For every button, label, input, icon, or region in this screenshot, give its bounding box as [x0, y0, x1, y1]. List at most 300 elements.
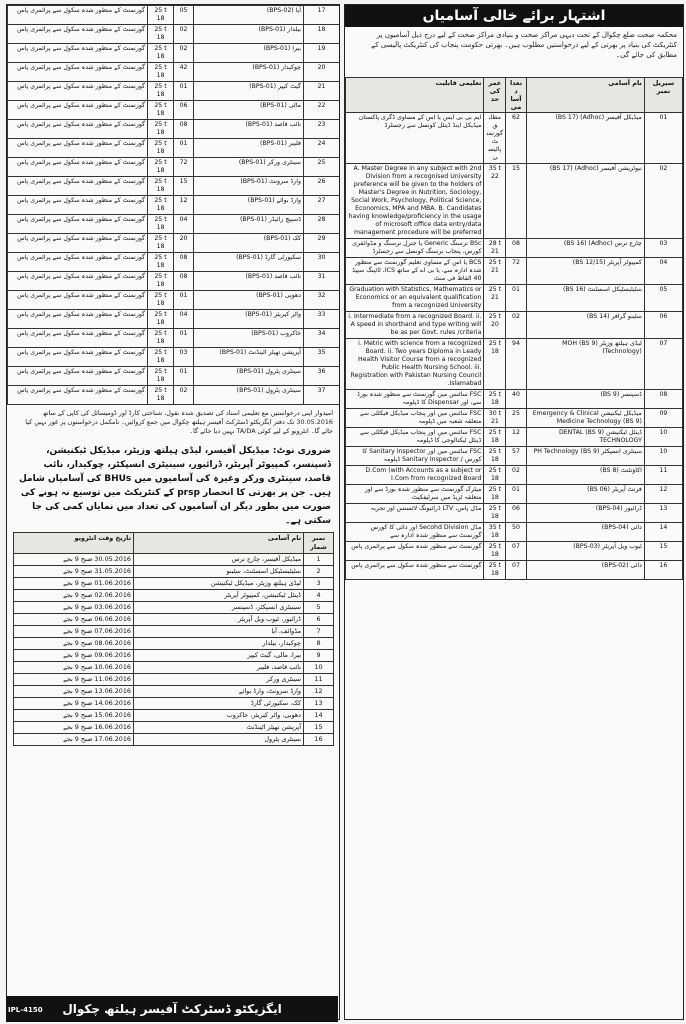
post-count-cell: 50	[506, 523, 526, 542]
age-limit-cell: 25 t 18	[484, 504, 506, 523]
qualification-cell: BSc نرسنگ Generic یا جنرل نرسنگ و مڈوائفری کورس، پنجاب نرسنگ کونسل سے رجسٹرڈ	[346, 239, 484, 258]
post-count-cell: 20	[174, 234, 194, 253]
post-name-cell: دائی (BPS-04)	[526, 523, 644, 542]
post-count-cell: 05	[174, 6, 194, 25]
age-limit-cell: 25 t 18	[484, 428, 506, 447]
interview-date-cell: 10.06.2016 صبح 9 بجے	[14, 662, 134, 674]
age-limit-cell: مطابق گورنمنٹ پالیسی	[484, 113, 506, 164]
age-limit-cell: 35 t 18	[484, 523, 506, 542]
serial-cell: 11	[644, 466, 682, 485]
interview-post-cell: مڈوائف، آیا	[134, 626, 304, 638]
serial-cell: 36	[304, 367, 340, 386]
table-row	[8, 120, 340, 139]
table-row	[346, 561, 683, 580]
interview-row	[14, 722, 334, 734]
post-name-cell: سٹینو گرافر (BS 14)	[526, 312, 644, 339]
table-row	[8, 158, 340, 177]
table-row	[8, 139, 340, 158]
post-count-cell: 01	[506, 485, 526, 504]
interview-date-cell: 09.06.2016 صبح 9 بجے	[14, 650, 134, 662]
post-count-cell: 02	[174, 25, 194, 44]
post-name-cell: آیا (BPS-02)	[194, 6, 304, 25]
qualification-cell: مڈل پاس، LTV ڈرائیونگ لائسنس اور تجربہ	[346, 504, 484, 523]
post-name-cell: نائب قاصد (BPS-01)	[194, 272, 304, 291]
table-row	[8, 329, 340, 348]
table-row	[346, 113, 683, 164]
post-name-cell: واٹر کیریئر (BPS-01)	[194, 310, 304, 329]
interview-row	[14, 674, 334, 686]
serial-cell: 13	[644, 504, 682, 523]
serial-header: سیریل نمبر	[644, 78, 682, 113]
serial-cell: 19	[304, 44, 340, 63]
right-table-body	[346, 113, 683, 580]
qualification-cell: FSC سائنس میں اور پنجاب میڈیکل فیکلٹی سے متعلقہ شعبہ میں ڈپلومہ	[346, 409, 484, 428]
post-count-cell: 06	[506, 504, 526, 523]
interview-date-cell: 14.06.2016 صبح 9 بجے	[14, 698, 134, 710]
post-count-cell: 25	[506, 409, 526, 428]
interview-serial-cell: 14	[304, 710, 334, 722]
interview-serial-cell: 2	[304, 566, 334, 578]
serial-cell: 27	[304, 196, 340, 215]
post-count-cell: 07	[506, 561, 526, 580]
table-row	[8, 367, 340, 386]
post-name-cell: سینٹری پٹرول (BPS-01)	[194, 386, 304, 405]
qualification-cell: گورنمنٹ کے منظور شدہ سکول سے پرائمری پاس	[8, 329, 148, 348]
qualification-cell: گورنمنٹ کے منظور شدہ سکول سے پرائمری پاس	[8, 196, 148, 215]
interview-serial-cell: 10	[304, 662, 334, 674]
age-limit-cell: 25 t 18	[148, 82, 174, 101]
qualification-cell: گورنمنٹ کے منظور شدہ سکول سے پرائمری پاس	[8, 139, 148, 158]
footer-signature: ایگزیکٹو ڈسٹرکٹ آفیسر ہیلتھ چکوال	[6, 996, 338, 1022]
age-limit-cell: 25 t 18	[484, 542, 506, 561]
qualification-cell: گورنمنٹ کے منظور شدہ سکول سے پرائمری پاس	[8, 367, 148, 386]
serial-cell: 09	[644, 409, 682, 428]
interview-date-cell: 31.05.2016 صبح 9 بجے	[14, 566, 134, 578]
post-name-cell: سینٹری انسپکٹر (BS 9) PH Technology	[526, 447, 644, 466]
post-count-cell: 57	[506, 447, 526, 466]
qualification-cell: گورنمنٹ کے منظور شدہ سکول سے پرائمری پاس	[8, 101, 148, 120]
post-name-cell: دھوبی (BPS-01)	[194, 291, 304, 310]
post-count-cell: 04	[174, 310, 194, 329]
age-limit-cell: 25 t 18	[148, 177, 174, 196]
qualification-cell: FSC سائنس میں اور Sanitary Inspector کا کورس / Sanitary Inspector ڈپلومہ	[346, 447, 484, 466]
post-name-cell: کک (BPS-01)	[194, 234, 304, 253]
qualification-cell: FSC سائنس میں گورنمنٹ سے منظور شدہ بورڈ سے، اور Dispensar کا ڈپلومہ	[346, 390, 484, 409]
serial-cell: 26	[304, 177, 340, 196]
serial-cell: 33	[304, 310, 340, 329]
serial-cell: 31	[304, 272, 340, 291]
table-row	[346, 428, 683, 447]
interview-post-header: نام آسامی	[134, 533, 304, 554]
post-name-cell: چوکیدار (BPS-01)	[194, 63, 304, 82]
post-count-cell: 15	[174, 177, 194, 196]
serial-cell: 17	[304, 6, 340, 25]
post-name-cell: وارڈ سرونٹ (BPS-01)	[194, 177, 304, 196]
table-row	[8, 310, 340, 329]
interview-date-cell: 01.06.2016 صبح 9 بجے	[14, 578, 134, 590]
interview-post-cell: وارڈ سرونٹ، وارڈ بوائے	[134, 686, 304, 698]
interview-row	[14, 626, 334, 638]
intro-text: محکمہ صحت ضلع چکوال کے تحت دیہی مراکز صحت و بنیادی مراکز صحت کے لیے درج ذیل آسامیوں پر کنٹریکٹ کی بنیاد پر بھرتی کے لیے درخواستیں مطلوب ہیں۔ بھرتی حکومت پنجاب کی کنٹریکٹ پالیسی کے مطابق کی جائے گی۔	[371, 31, 677, 59]
table-row	[346, 485, 683, 504]
table-row	[8, 386, 340, 405]
age-limit-cell: 25 t 18	[148, 139, 174, 158]
table-row	[346, 409, 683, 428]
interview-date-cell: 13.06.2016 صبح 9 بجے	[14, 686, 134, 698]
age-header: عمر کی حد	[484, 78, 506, 113]
interview-post-cell: لیڈی ہیلتھ وزیٹر، میڈیکل ٹیکنیشن	[134, 578, 304, 590]
serial-cell: 29	[304, 234, 340, 253]
serial-cell: 10	[644, 447, 682, 466]
qualification-cell: گورنمنٹ کے منظور شدہ سکول سے پرائمری پاس	[8, 234, 148, 253]
qualification-cell: D.Com (with Accounts as a subject or I.Com from recognized Board	[346, 466, 484, 485]
table-row	[346, 447, 683, 466]
interview-row	[14, 602, 334, 614]
application-notes: امیدوار اپنی درخواستیں مع تعلیمی اسناد کی تصدیق شدہ نقول، شناختی کارڈ اور ڈومیسائل کی کاپی کے ساتھ 30.05.2016 تک دفتر ایگزیکٹو ڈسٹرکٹ آفیسر ہیلتھ چکوال میں جمع کروائیں۔ نامکمل درخواستوں پر غور نہیں کیا جائے گا۔ انٹرویو کے لیے کوئی TA/DA نہیں دیا جائے گا۔	[25, 409, 333, 435]
serial-cell: 10	[644, 428, 682, 447]
post-count-cell: 07	[506, 542, 526, 561]
post-name-cell: فلیبر (BPS-01)	[194, 139, 304, 158]
post-count-cell: 72	[174, 158, 194, 177]
age-limit-cell: 25 t 18	[148, 63, 174, 82]
post-name-cell: چارج نرس (Adhoc) (BS 16)	[526, 239, 644, 258]
post-name-cell: ڈسپنسر (BS 9)	[526, 390, 644, 409]
interview-serial-cell: 12	[304, 686, 334, 698]
post-count-cell: 03	[174, 348, 194, 367]
qualification-cell: گورنمنٹ کے منظور شدہ سکول سے پرائمری پاس	[8, 158, 148, 177]
post-count-cell: 72	[506, 258, 526, 285]
interview-post-cell: نائب قاصد، فلیبر	[134, 662, 304, 674]
post-count-cell: 02	[506, 466, 526, 485]
right-column	[344, 4, 684, 1020]
age-limit-cell: 25 t 18	[148, 44, 174, 63]
interview-serial-cell: 8	[304, 638, 334, 650]
age-limit-cell: 28 t 21	[484, 239, 506, 258]
post-name-cell: دائی (BPS-02)	[526, 561, 644, 580]
qualification-cell: گورنمنٹ کے منظور شدہ سکول سے پرائمری پاس	[8, 177, 148, 196]
post-count-cell: 06	[174, 101, 194, 120]
post-name-cell: سینٹری ورکر (BPS-01)	[194, 158, 304, 177]
post-count-cell: 01	[174, 291, 194, 310]
qualification-cell: Graduation with Statistics, Mathematics or Economics or an equivalent qualification from a recognized University	[346, 285, 484, 312]
age-limit-cell: 25 t 18	[484, 447, 506, 466]
qualification-cell: گورنمنٹ کے منظور شدہ سکول سے پرائمری پاس	[8, 25, 148, 44]
table-row	[346, 390, 683, 409]
post-name-cell: میڈیکل ٹیکنیشن Emergency & Clinical Medicine Technology (BS 9)	[526, 409, 644, 428]
serial-cell: 08	[644, 390, 682, 409]
left-column	[6, 4, 340, 1020]
qualification-cell: گورنمنٹ کے منظور شدہ سکول سے پرائمری پاس	[8, 120, 148, 139]
post-count-cell: 02	[174, 44, 194, 63]
post-count-cell: 01	[174, 367, 194, 386]
serial-cell: 05	[644, 285, 682, 312]
age-limit-cell: 25 t 18	[148, 215, 174, 234]
qualification-cell: میٹرک گورنمنٹ سے منظور شدہ بورڈ سے اور متعلقہ ٹریڈ میں سرٹیفکیٹ	[346, 485, 484, 504]
table-row	[8, 348, 340, 367]
table-row	[8, 234, 340, 253]
qualification-cell: A. Master Degree in any subject with 2nd Division from a recognised University preference will be given to the holders of Master's Degree in Nutrition, Sociology, Social Work, Psychology, Political Science, Economics, MPA and MBA. B. Candidates having knowledge/proficiency in the usage of microsoft office data entry/data management procedure will be preferred	[346, 164, 484, 239]
serial-cell: 12	[644, 485, 682, 504]
interview-post-cell: ڈرائیور، ٹیوب ویل آپریٹر	[134, 614, 304, 626]
serial-cell: 03	[644, 239, 682, 258]
post-name-cell: بیلدار (BPS-01)	[194, 25, 304, 44]
age-limit-cell: 25 t 18	[148, 367, 174, 386]
interview-serial-cell: 13	[304, 698, 334, 710]
interview-serial-cell: 4	[304, 590, 334, 602]
post-count-cell: 62	[506, 113, 526, 164]
post-count-cell: 08	[174, 253, 194, 272]
interview-post-cell: آپریشن تھیٹر اٹینڈنٹ	[134, 722, 304, 734]
post-name-cell: میڈیکل آفیسر (Adhoc) (BS 17)	[526, 113, 644, 164]
serial-cell: 07	[644, 339, 682, 390]
post-name-cell: فرنٹ آپریٹر (BS 06)	[526, 485, 644, 504]
post-count-cell: 08	[506, 239, 526, 258]
post-name-cell: سٹیٹیسٹیکل اسسٹنٹ (BS 16)	[526, 285, 644, 312]
interview-serial-cell: 3	[304, 578, 334, 590]
interview-date-cell: 08.06.2016 صبح 9 بجے	[14, 638, 134, 650]
table-row	[8, 25, 340, 44]
qual-header: تعلیمی قابلیت	[346, 78, 484, 113]
table-row	[346, 523, 683, 542]
post-count-cell: 12	[506, 428, 526, 447]
qualification-cell: گورنمنٹ سے منظور شدہ سکول سے پرائمری پاس	[346, 542, 484, 561]
serial-cell: 34	[304, 329, 340, 348]
post-name-cell: نیوٹریشن آفیسر (Adhoc) (BS 17)	[526, 164, 644, 239]
post-count-cell: 01	[174, 139, 194, 158]
interview-post-cell: دھوبی، واٹر کیریئر، خاکروب	[134, 710, 304, 722]
age-limit-cell: 25 t 18	[484, 339, 506, 390]
serial-cell: 22	[304, 101, 340, 120]
table-row	[8, 63, 340, 82]
qualification-cell: گورنمنٹ کے منظور شدہ سکول سے پرائمری پاس	[8, 6, 148, 25]
qualification-cell: ایم بی بی ایس یا اس کے مساوی ڈگری پاکستان میڈیکل اینڈ ڈینٹل کونسل سے رجسٹرڈ	[346, 113, 484, 164]
interview-row	[14, 566, 334, 578]
post-name-cell: نائب قاصد (BPS-01)	[194, 120, 304, 139]
post-name-cell: سینٹری پٹرول (BPS-01)	[194, 367, 304, 386]
post-count-cell: 12	[174, 196, 194, 215]
post-name-cell: کمپیوٹر آپریٹر (BS 12/15)	[526, 258, 644, 285]
post-count-cell: 15	[506, 164, 526, 239]
interview-date-cell: 02.06.2016 صبح 9 بجے	[14, 590, 134, 602]
table-row	[346, 164, 683, 239]
qualification-cell: i. Intermediate from a recognized Board. ii. A speed in shorthand and type writing will be as per Govt. rules /criteria	[346, 312, 484, 339]
table-row	[8, 215, 340, 234]
age-limit-cell: 25 t 18	[148, 6, 174, 25]
qualification-cell: FSC سائنس میں اور پنجاب میڈیکل فیکلٹی سے ڈینٹل ٹیکنالوجی کا ڈپلومہ	[346, 428, 484, 447]
interview-serial-cell: 15	[304, 722, 334, 734]
table-row	[8, 6, 340, 25]
qualification-cell: i. Metric with science from a recognized Board. ii. Two years Diploma in Leady Health Visitor Course from a recognized Public Health Nursing School. iii. Registration with Pakistan Nursing Council Islamabad.	[346, 339, 484, 390]
post-count-cell: 08	[174, 272, 194, 291]
qualification-cell: گورنمنٹ سے منظور شدہ سکول سے پرائمری پاس	[346, 561, 484, 580]
age-limit-cell: 25 t 18	[148, 291, 174, 310]
interview-row	[14, 614, 334, 626]
post-header: نام آسامی	[526, 78, 644, 113]
post-name-cell: مالی (BPS-01)	[194, 101, 304, 120]
serial-cell: 37	[304, 386, 340, 405]
post-count-cell: 02	[506, 312, 526, 339]
table-row	[8, 253, 340, 272]
interview-date-cell: 16.06.2016 صبح 9 بجے	[14, 722, 134, 734]
vacancies-table-right	[345, 77, 683, 580]
table-row	[346, 339, 683, 390]
age-limit-cell: 25 t 18	[484, 561, 506, 580]
interview-post-cell: کک، سکیورٹی گارڈ	[134, 698, 304, 710]
serial-cell: 24	[304, 139, 340, 158]
serial-cell: 20	[304, 63, 340, 82]
interview-date-cell: 17.06.2016 صبح 9 بجے	[14, 734, 134, 746]
age-limit-cell: 25 t 21	[484, 285, 506, 312]
serial-cell: 30	[304, 253, 340, 272]
interview-date-header: تاریخ وقت انٹرویو	[14, 533, 134, 554]
post-name-cell: ڈسپیچ رائیڈر (BPS-01)	[194, 215, 304, 234]
table-row	[8, 177, 340, 196]
table-row	[346, 466, 683, 485]
serial-cell: 16	[644, 561, 682, 580]
interview-row	[14, 686, 334, 698]
age-limit-cell: 25 t 18	[148, 120, 174, 139]
interview-row	[14, 578, 334, 590]
age-limit-cell: 25 t 18	[148, 253, 174, 272]
table-row	[346, 542, 683, 561]
interview-row	[14, 734, 334, 746]
interview-row	[14, 638, 334, 650]
qualification-cell: BCS یا اس کے مساوی تعلیم گورنمنٹ سے منظور شدہ ادارہ سے، یا بی اے کے ساتھ ICS، ٹائپنگ سپیڈ 40 الفاظ فی منٹ	[346, 258, 484, 285]
post-name-cell: بیرا (BPS-01)	[194, 44, 304, 63]
age-limit-cell: 25 t 18	[148, 101, 174, 120]
important-note: ضروری نوٹ: میڈیکل آفیسر، لیڈی ہیلتھ وزیٹر، میڈیکل ٹیکنیشن، ڈسپنسر، کمپیوٹر آپریٹر، ڈرائیور، سینیٹری انسپکٹر، چوکیدار، نائب قاصد، سینٹری ورکر وغیرہ کی آسامیوں میں BHUs کی آسامیاں شامل ہیں۔ جن پر بھرتی کا انحصار prsp کے کنٹریکٹ میں توسیع نہ ہونے کی صورت میں بطور دیگر ان آسامیوں کی تعداد میں نمایاں کمی کی جا سکتی ہے۔	[19, 446, 331, 526]
post-count-cell: 40	[506, 390, 526, 409]
serial-cell: 35	[304, 348, 340, 367]
serial-cell: 04	[644, 258, 682, 285]
qualification-cell: گورنمنٹ کے منظور شدہ سکول سے پرائمری پاس	[8, 310, 148, 329]
interview-row	[14, 662, 334, 674]
qualification-cell: گورنمنٹ کے منظور شدہ سکول سے پرائمری پاس	[8, 272, 148, 291]
age-limit-cell: 25 t 18	[148, 348, 174, 367]
table-row	[346, 258, 683, 285]
post-name-cell: گیٹ کیپر (BPS-01)	[194, 82, 304, 101]
interview-post-cell: ڈینٹل ٹیکنیشن، کمپیوٹر آپریٹر	[134, 590, 304, 602]
interview-row	[14, 698, 334, 710]
interview-post-cell: سٹیٹیسٹیکل اسسٹنٹ، سٹینو	[134, 566, 304, 578]
age-limit-cell: 25 t 18	[148, 158, 174, 177]
post-name-cell: آپریشن تھیٹر اٹینڈنٹ (BPS-01)	[194, 348, 304, 367]
age-limit-cell: 25 t 18	[484, 390, 506, 409]
interview-serial-cell: 7	[304, 626, 334, 638]
serial-cell: 01	[644, 113, 682, 164]
serial-cell: 23	[304, 120, 340, 139]
interview-row	[14, 710, 334, 722]
interview-row	[14, 590, 334, 602]
qualification-cell: گورنمنٹ کے منظور شدہ سکول سے پرائمری پاس	[8, 63, 148, 82]
post-name-cell: ٹیوب ویل آپریٹر (BPS-03)	[526, 542, 644, 561]
post-count-cell: 04	[174, 215, 194, 234]
interview-post-cell: سینٹری پٹرول	[134, 734, 304, 746]
interview-date-cell: 03.06.2016 صبح 9 بجے	[14, 602, 134, 614]
interview-schedule-table	[13, 532, 334, 746]
post-count-cell: 42	[174, 63, 194, 82]
post-name-cell: اکاؤنٹنٹ (BS 8)	[526, 466, 644, 485]
post-count-cell: 94	[506, 339, 526, 390]
interview-row	[14, 554, 334, 566]
advert-code: IPL-4150	[8, 1006, 43, 1014]
age-limit-cell: 25 t 20	[484, 312, 506, 339]
table-row	[346, 239, 683, 258]
interview-date-cell: 07.06.2016 صبح 9 بجے	[14, 626, 134, 638]
age-limit-cell: 25 t 18	[148, 234, 174, 253]
interview-serial-cell: 16	[304, 734, 334, 746]
serial-cell: 06	[644, 312, 682, 339]
interview-date-cell: 15.06.2016 صبح 9 بجے	[14, 710, 134, 722]
qualification-cell: گورنمنٹ کے منظور شدہ سکول سے پرائمری پاس	[8, 386, 148, 405]
table-row	[8, 196, 340, 215]
serial-cell: 02	[644, 164, 682, 239]
interview-date-cell: 30.05.2016 صبح 9 بجے	[14, 554, 134, 566]
interview-post-cell: سینیٹری انسپکٹر، ڈسپنسر	[134, 602, 304, 614]
interview-serial-cell: 9	[304, 650, 334, 662]
interview-serial-cell: 1	[304, 554, 334, 566]
interview-post-cell: بیرا، مالی، گیٹ کیپر	[134, 650, 304, 662]
age-limit-cell: 25 t 18	[148, 310, 174, 329]
age-limit-cell: 25 t 18	[148, 272, 174, 291]
interview-serial-cell: 6	[304, 614, 334, 626]
serial-cell: 21	[304, 82, 340, 101]
serial-cell: 28	[304, 215, 340, 234]
interview-post-cell: میڈیکل آفیسر، چارج نرس	[134, 554, 304, 566]
table-row	[346, 312, 683, 339]
post-count-cell: 01	[506, 285, 526, 312]
interview-post-cell: چوکیدار، بیلدار	[134, 638, 304, 650]
serial-cell: 15	[644, 542, 682, 561]
age-limit-cell: 25 t 18	[484, 466, 506, 485]
table-row	[8, 44, 340, 63]
post-name-cell: وارڈ بوائے (BPS-01)	[194, 196, 304, 215]
age-limit-cell: 25 t 18	[484, 485, 506, 504]
age-limit-cell: 25 t 21	[484, 258, 506, 285]
serial-cell: 32	[304, 291, 340, 310]
vacancies-table-left	[7, 5, 340, 405]
post-name-cell: ڈرائیور (BPS-04)	[526, 504, 644, 523]
post-count-cell: 08	[174, 120, 194, 139]
qualification-cell: گورنمنٹ کے منظور شدہ سکول سے پرائمری پاس	[8, 82, 148, 101]
interview-date-cell: 11.06.2016 صبح 9 بجے	[14, 674, 134, 686]
interview-serial-header: نمبر شمار	[304, 533, 334, 554]
interview-row	[14, 650, 334, 662]
qualification-cell: گورنمنٹ کے منظور شدہ سکول سے پرائمری پاس	[8, 44, 148, 63]
age-limit-cell: 25 t 18	[148, 25, 174, 44]
age-limit-cell: 35 t 22	[484, 164, 506, 239]
qualification-cell: گورنمنٹ کے منظور شدہ سکول سے پرائمری پاس	[8, 215, 148, 234]
interview-date-cell: 06.06.2016 صبح 9 بجے	[14, 614, 134, 626]
table-row	[8, 101, 340, 120]
interview-serial-cell: 11	[304, 674, 334, 686]
interview-post-cell: سینٹری ورکر	[134, 674, 304, 686]
age-limit-cell: 25 t 18	[148, 386, 174, 405]
table-row	[8, 272, 340, 291]
post-count-cell: 01	[174, 82, 194, 101]
serial-cell: 14	[644, 523, 682, 542]
serial-cell: 18	[304, 25, 340, 44]
qualification-cell: گورنمنٹ کے منظور شدہ سکول سے پرائمری پاس	[8, 291, 148, 310]
age-limit-cell: 25 t 18	[148, 196, 174, 215]
table-row	[346, 285, 683, 312]
page-title: اشتہار برائے خالی آسامیاں	[345, 5, 683, 27]
qualification-cell: گورنمنٹ کے منظور شدہ سکول سے پرائمری پاس	[8, 253, 148, 272]
serial-cell: 25	[304, 158, 340, 177]
left-table-body	[8, 6, 340, 405]
count-header: تعداد آسامی	[506, 78, 526, 113]
qualification-cell: گورنمنٹ کے منظور شدہ سکول سے پرائمری پاس	[8, 348, 148, 367]
